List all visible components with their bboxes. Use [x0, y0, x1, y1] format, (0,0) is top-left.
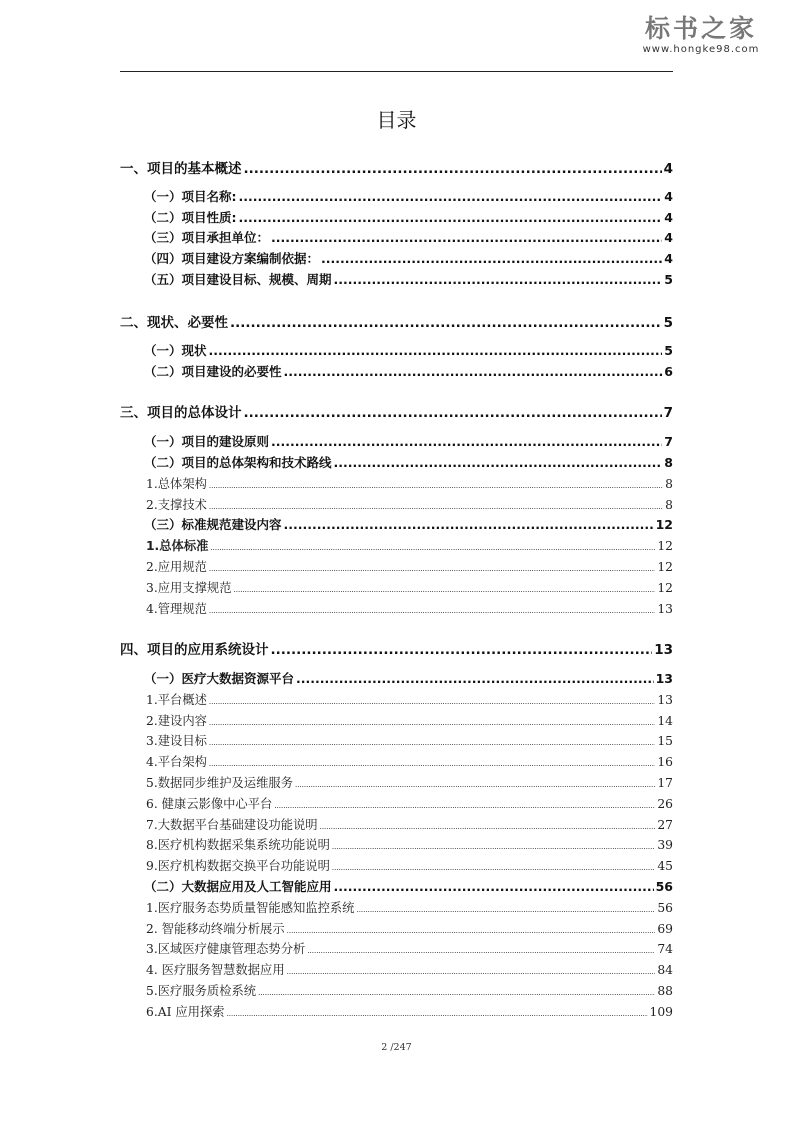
- toc-dot-leader: [332, 864, 655, 872]
- toc-entry[interactable]: [146, 731, 673, 749]
- toc-page-number: 39: [657, 838, 673, 852]
- page-title: 目录: [376, 108, 417, 132]
- toc-dot-leader: [284, 364, 663, 379]
- toc-dot-leader: [244, 405, 662, 421]
- toc-page-number: 4: [664, 251, 673, 266]
- toc-dot-leader: [209, 698, 655, 706]
- toc-page-number: 45: [657, 859, 673, 873]
- toc-entry[interactable]: [146, 474, 673, 492]
- toc-dot-leader: [284, 517, 654, 532]
- toc-entry[interactable]: [144, 453, 673, 471]
- toc-entry-title: （一）项目的建设原则: [144, 434, 270, 449]
- toc-entry-title: （一）项目名称:: [144, 189, 237, 204]
- toc-entry-title: （二）大数据应用及人工智能应用: [144, 879, 332, 894]
- toc-dot-leader: [287, 968, 656, 976]
- toc-dot-leader: [271, 230, 662, 245]
- toc-dot-leader: [296, 671, 654, 686]
- toc-dot-leader: [209, 503, 663, 511]
- toc-page-number: 4: [663, 161, 673, 177]
- toc-dot-leader: [271, 434, 662, 449]
- toc-page-number: 69: [657, 922, 673, 936]
- toc-entry-title: 3.建设目标: [146, 734, 207, 748]
- toc-entry-title: 二、现状、必要性: [120, 315, 228, 331]
- toc-entry[interactable]: [146, 495, 673, 513]
- toc-page-number: 84: [657, 963, 673, 977]
- toc-entry[interactable]: [120, 157, 673, 177]
- toc-entry-title: 三、项目的总体设计: [120, 405, 242, 421]
- toc-dot-leader: [230, 315, 662, 331]
- toc-entry-title: 4.平台架构: [146, 755, 207, 769]
- toc-dot-leader: [271, 642, 653, 658]
- toc-page-number: 8: [665, 477, 673, 491]
- toc-dot-leader: [244, 161, 662, 177]
- toc-page-number: 12: [657, 560, 673, 574]
- toc-entry-title: （二）项目的总体架构和技术路线: [144, 455, 332, 470]
- toc-page-number: 4: [664, 189, 673, 204]
- toc-dot-leader: [234, 586, 656, 594]
- toc-dot-leader: [334, 879, 654, 894]
- toc-entry-title: 2.应用规范: [146, 560, 207, 574]
- toc-page-number: 7: [663, 405, 673, 421]
- toc-entry-title: （五）项目建设目标、规模、周期: [144, 272, 332, 287]
- toc-entry-title: 2.建设内容: [146, 714, 207, 728]
- toc-entry-title: 3.区域医疗健康管理态势分析: [146, 942, 306, 956]
- toc-entry-title: 9.医疗机构数据交换平台功能说明: [146, 859, 330, 873]
- toc-page-number: 12: [657, 581, 673, 595]
- toc-entry[interactable]: [144, 208, 673, 226]
- toc-page-number: 13: [654, 642, 673, 658]
- toc-page-number: 56: [655, 879, 673, 894]
- toc-page-number: 8: [664, 455, 673, 470]
- toc-dot-leader: [239, 189, 663, 204]
- toc-page-number: 4: [664, 230, 673, 245]
- toc-page-number: 13: [657, 602, 673, 616]
- toc-entry[interactable]: [146, 690, 673, 708]
- toc-dot-leader: [209, 760, 655, 768]
- toc-entry[interactable]: [120, 311, 673, 331]
- toc-entry-title: 1.医疗服务态势质量智能感知监控系统: [146, 901, 355, 915]
- toc-page-number: 16: [657, 755, 673, 769]
- toc-dot-leader: [332, 843, 655, 851]
- toc-page-number: 88: [657, 984, 673, 998]
- toc-page-number: 5: [663, 315, 673, 331]
- toc-entry[interactable]: [146, 794, 673, 812]
- toc-entry[interactable]: [146, 835, 673, 853]
- toc-entry[interactable]: [146, 981, 673, 999]
- toc-entry-title: 6.AI 应用探索: [146, 1005, 225, 1019]
- toc-page-number: 26: [657, 797, 673, 811]
- toc-entry[interactable]: [146, 711, 673, 729]
- toc-page-number: 27: [657, 818, 673, 832]
- toc-entry[interactable]: [146, 599, 673, 617]
- toc-entry-title: （一）现状: [144, 343, 207, 358]
- toc-page-number: 56: [657, 901, 673, 915]
- toc-dot-leader: [209, 343, 663, 358]
- toc-entry-title: 1.平台概述: [146, 693, 207, 707]
- toc-page-number: 15: [657, 734, 673, 748]
- toc-entry[interactable]: [144, 362, 673, 380]
- toc-entry-title: 3.应用支撑规范: [146, 581, 232, 595]
- toc-dot-leader: [227, 1010, 648, 1018]
- toc-entry-title: （三）标准规范建设内容: [144, 517, 282, 532]
- toc-entry-title: 5.医疗服务质检系统: [146, 984, 257, 998]
- toc-entry[interactable]: [146, 939, 673, 957]
- toc-entry-title: 4.管理规范: [146, 602, 207, 616]
- toc-entry[interactable]: [146, 815, 673, 833]
- toc-entry[interactable]: [146, 898, 673, 916]
- toc-entry[interactable]: [144, 270, 673, 288]
- toc-entry[interactable]: [146, 856, 673, 874]
- toc-entry[interactable]: [146, 557, 673, 575]
- toc-entry-title: 1.总体标准: [146, 539, 209, 553]
- toc-dot-leader: [287, 927, 656, 935]
- toc-dot-leader: [321, 251, 662, 266]
- toc-entry[interactable]: [146, 960, 673, 978]
- toc-entry[interactable]: [144, 228, 673, 246]
- toc-dot-leader: [209, 565, 655, 573]
- watermark-url: www.hongke98.com: [642, 44, 760, 55]
- toc-page-number: 5: [664, 272, 673, 287]
- toc-dot-leader: [258, 989, 655, 997]
- toc-entry[interactable]: [144, 877, 673, 895]
- toc-page-number: 13: [655, 671, 673, 686]
- toc-page-number: 12: [655, 517, 673, 532]
- toc-dot-leader: [209, 739, 655, 747]
- toc-entry[interactable]: [146, 919, 673, 937]
- toc-dot-leader: [239, 210, 663, 225]
- toc-dot-leader: [295, 781, 655, 789]
- toc-entry[interactable]: [144, 249, 673, 267]
- toc-page-number: 109: [649, 1005, 673, 1019]
- toc-dot-leader: [210, 544, 655, 552]
- toc-dot-leader: [209, 719, 655, 727]
- toc-page-number: 14: [657, 714, 673, 728]
- toc-entry-title: 5.数据同步维护及运维服务: [146, 776, 293, 790]
- toc-entry[interactable]: [144, 432, 673, 450]
- toc-entry[interactable]: [120, 401, 673, 421]
- toc-entry-title: 2.支撑技术: [146, 498, 207, 512]
- toc-dot-leader: [334, 272, 663, 287]
- toc-dot-leader: [334, 455, 663, 470]
- toc-entry-title: 1.总体架构: [146, 477, 207, 491]
- toc-dot-leader: [356, 906, 655, 914]
- toc-page-number: 5: [664, 343, 673, 358]
- toc-entry[interactable]: [146, 752, 673, 770]
- toc-dot-leader: [209, 482, 663, 490]
- toc-entry-title: （一）医疗大数据资源平台: [144, 671, 295, 686]
- watermark-name: 标书之家: [644, 14, 757, 43]
- toc-page-number: 8: [665, 498, 673, 512]
- toc-entry-title: （三）项目承担单位：: [144, 230, 270, 245]
- toc-page-number: 4: [664, 210, 673, 225]
- toc-entry-title: 一、项目的基本概述: [120, 161, 242, 177]
- toc-page-number: 7: [664, 434, 673, 449]
- toc-dot-leader: [274, 802, 655, 810]
- toc-entry-title: 2. 智能移动终端分析展示: [146, 922, 285, 936]
- toc-page-number: 6: [664, 364, 673, 379]
- toc-entry-title: 6. 健康云影像中心平台: [146, 797, 273, 811]
- toc-page-number: 74: [657, 942, 673, 956]
- toc-entry[interactable]: [144, 669, 673, 687]
- toc-entry[interactable]: [146, 773, 673, 791]
- toc-entry[interactable]: [146, 536, 673, 554]
- toc-entry-title: 4. 医疗服务智慧数据应用: [146, 963, 285, 977]
- toc-entry-title: 7.大数据平台基础建设功能说明: [146, 818, 318, 832]
- toc-dot-leader: [320, 823, 656, 831]
- toc-entry[interactable]: [120, 638, 673, 658]
- toc-entry-title: （二）项目建设的必要性: [144, 364, 282, 379]
- toc-entry-title: （四）项目建设方案编制依据：: [144, 251, 320, 266]
- toc-entry-title: 8.医疗机构数据采集系统功能说明: [146, 838, 330, 852]
- toc-entry[interactable]: [146, 578, 673, 596]
- toc-entry[interactable]: [144, 187, 673, 205]
- toc-entry[interactable]: [146, 1002, 673, 1020]
- toc-entry[interactable]: [144, 341, 673, 359]
- toc-entry[interactable]: [144, 515, 673, 533]
- toc-page-number: 12: [657, 539, 673, 553]
- toc-entry-title: 四、项目的应用系统设计: [120, 642, 269, 658]
- toc-page-number: 13: [657, 693, 673, 707]
- toc-dot-leader: [307, 947, 655, 955]
- toc-entry-title: （二）项目性质:: [144, 210, 237, 225]
- toc-dot-leader: [209, 607, 655, 615]
- toc-page-number: 17: [657, 776, 673, 790]
- page-indicator: 2 /247: [381, 1042, 412, 1053]
